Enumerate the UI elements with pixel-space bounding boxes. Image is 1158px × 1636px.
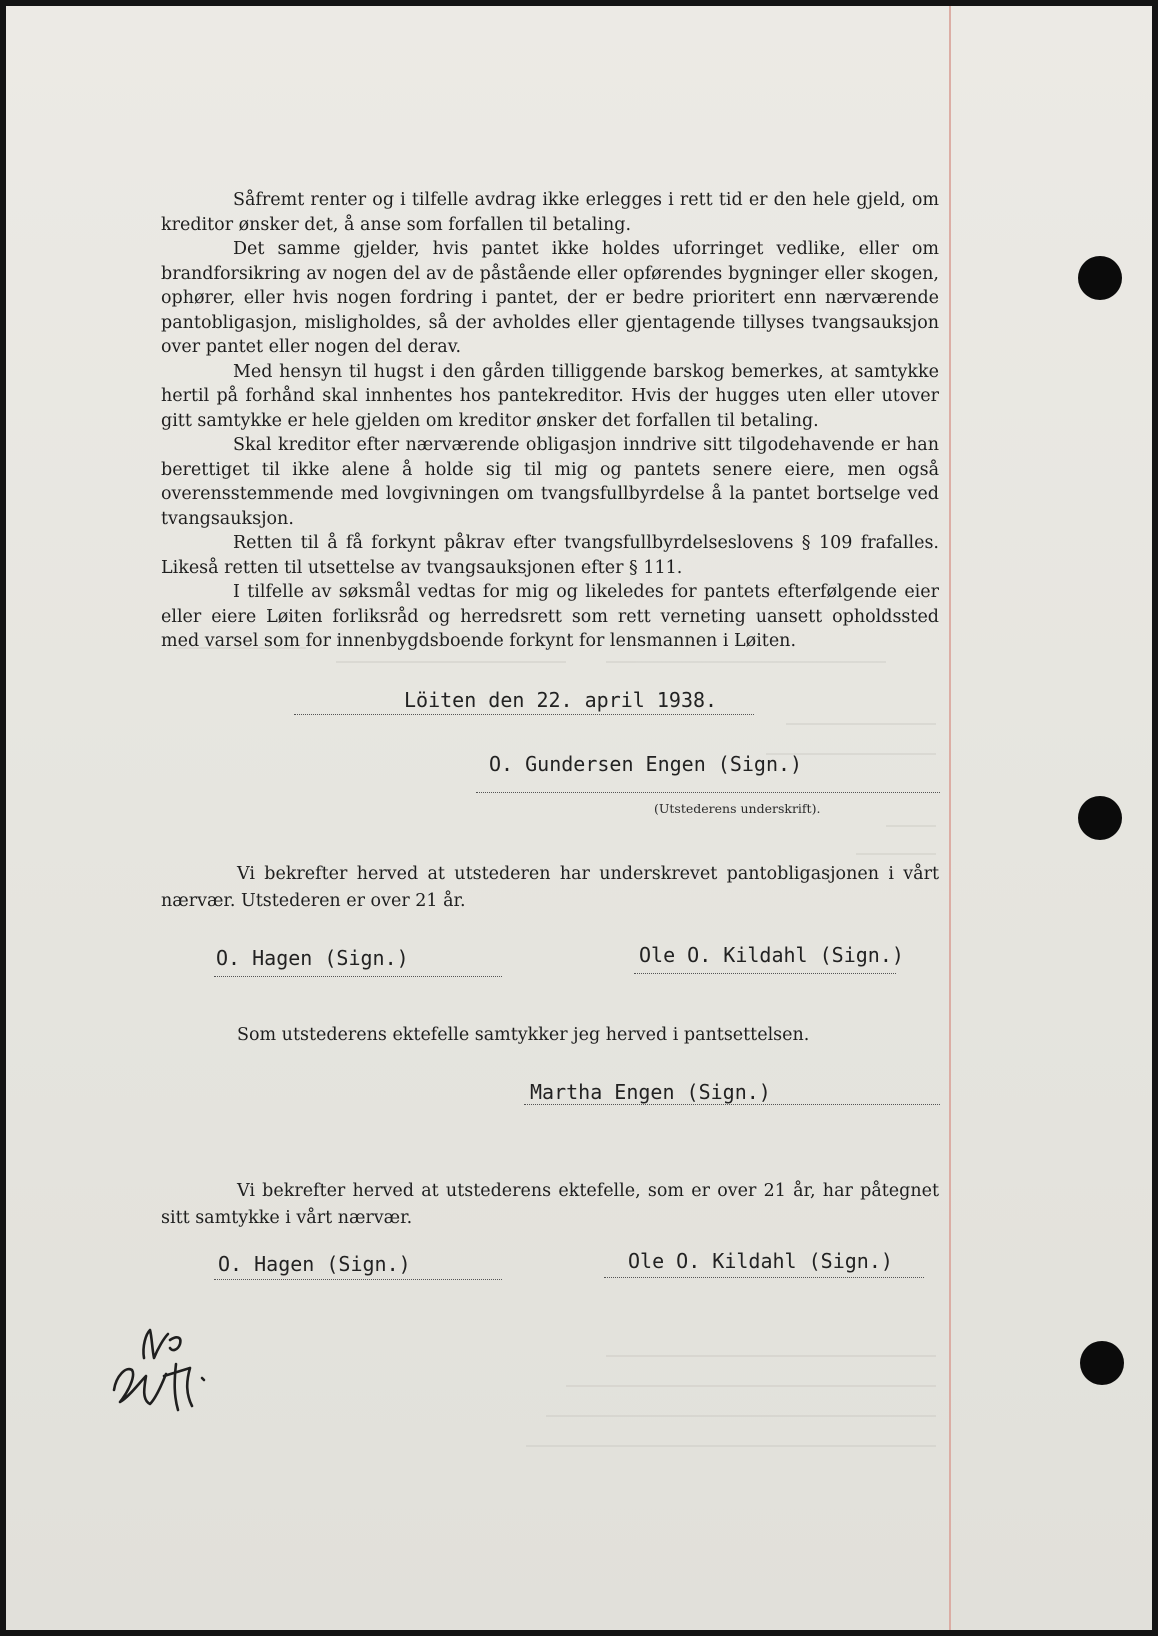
- spouse-signature: Martha Engen (Sign.): [530, 1080, 771, 1104]
- witness-2-right-line: [604, 1277, 924, 1278]
- paragraph-3: Med hensyn til hugst i den gården tilliggende barskog bemerkes, at samtykke hertil på forhånd skal innhentes hos pantekreditor. Hvis der hugges uten eller utover gitt samtykke er hele gjelden om kreditor ønsker det forfallen til betaling.: [161, 361, 939, 431]
- place-date-underline: [294, 714, 754, 715]
- issuer-signature: O. Gundersen Engen (Sign.): [489, 752, 803, 776]
- spouse-signature-line: [524, 1104, 940, 1105]
- handwritten-initials: [106, 1318, 216, 1428]
- witness-statement-1: Vi bekrefter herved at utstederen har underskrevet pantobligasjonen i vårt nærvær. Utstederen er over 21 år.: [161, 864, 939, 911]
- paragraph-1: Såfremt renter og i tilfelle avdrag ikke erlegges i rett tid er den hele gjeld, om kreditor ønsker det, å anse som forfallen til betaling.: [161, 190, 939, 235]
- paragraph-4: Skal kreditor efter nærværende obligasjon inndrive sitt tilgodehavende er han berettiget til ikke alene å holde sig til mig og pantets senere eiere, men også overensstemmende med lovgivningen om tvangsfullbyrdelse å la pantet bortselge ved tvangsauksjon.: [161, 435, 939, 529]
- witness-1-left-line: [214, 976, 502, 977]
- terms-text: [161, 188, 939, 654]
- paragraph-2: Det samme gjelder, hvis pantet ikke holdes uforringet vedlike, eller om brandforsikring av nogen del av de påstående eller opførendes bygninger eller skogen, ophører, eller hvis nogen fordring i pantet, der er bedre prioritert enn nærværende pantobligasjon, misligholdes, så der avholdes eller gjentagende tillyses tvangsauksjon over pantet eller nogen del derav.: [161, 239, 939, 357]
- spouse-statement: Som utstederens ektefelle samtykker jeg herved i pantsettelsen.: [237, 1025, 810, 1045]
- witness-1-right-line: [634, 973, 896, 974]
- witness-statement-2: Vi bekrefter herved at utstederens ektefelle, som er over 21 år, har påtegnet sitt samtykke i vårt nærvær.: [161, 1181, 939, 1228]
- paragraph-6: I tilfelle av søksmål vedtas for mig og likeledes for pantets efterfølgende eier eller eiere Løiten forliksråd og herredsrett som rett verneting uansett opholdssted med varsel som for innenbygdsboende forkynt for lensmannen i Løiten.: [161, 582, 939, 651]
- witness-1-left-signature: O. Hagen (Sign.): [216, 946, 409, 970]
- witness-2-right-signature: Ole O. Kildahl (Sign.): [628, 1249, 893, 1273]
- paragraph-5: Retten til å få forkynt påkrav efter tvangsfullbyrdelseslovens § 109 frafalles. Likeså retten til utsettelse av tvangsauksjonen efter § 111.: [161, 533, 939, 578]
- witness-2-left-line: [214, 1279, 502, 1280]
- issuer-signature-line: [476, 792, 940, 793]
- witness-2-left-signature: O. Hagen (Sign.): [218, 1252, 411, 1276]
- issuer-caption: (Utstederens underskrift).: [654, 801, 821, 816]
- place-date: Löiten den 22. april 1938.: [404, 688, 718, 712]
- witness-1-right-signature: Ole O. Kildahl (Sign.): [639, 943, 904, 967]
